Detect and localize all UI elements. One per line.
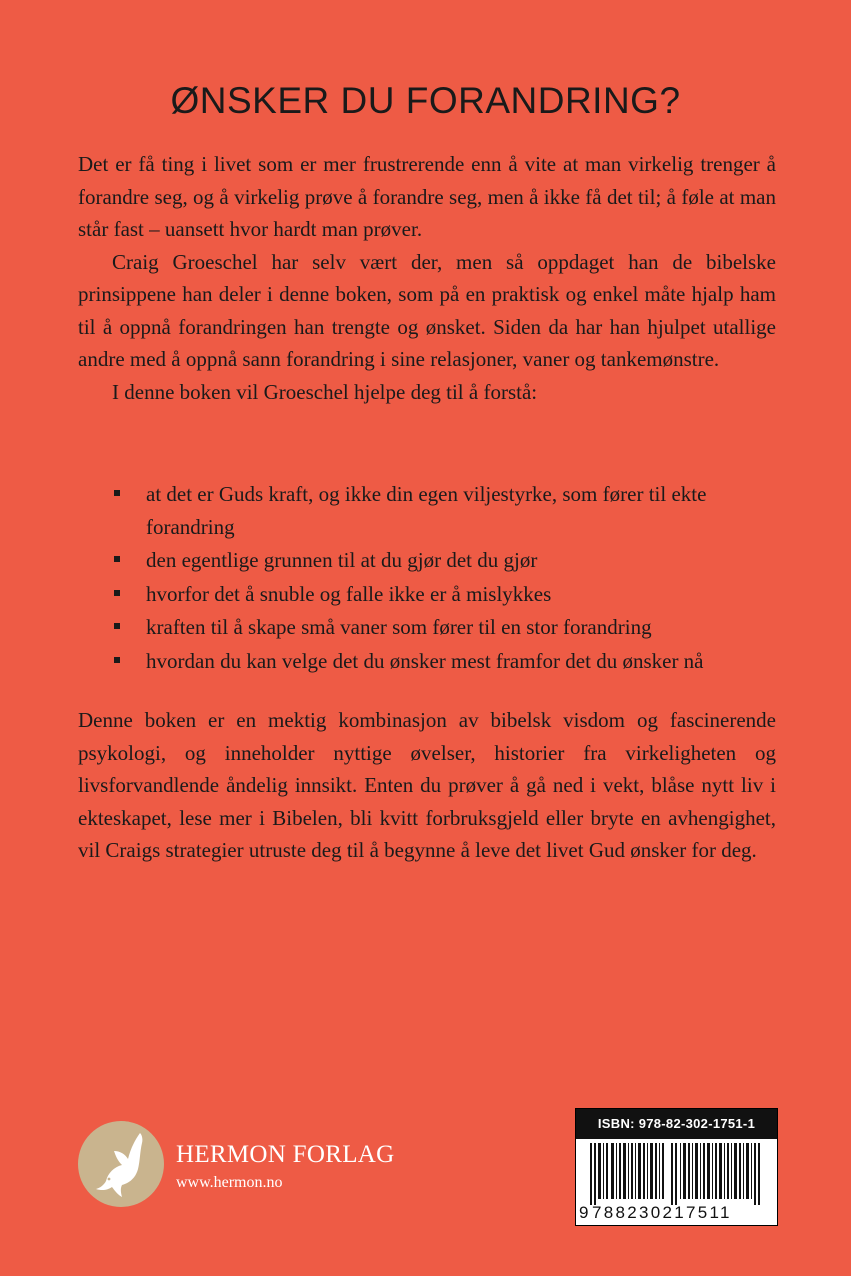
closing-text	[78, 704, 776, 867]
publisher-url: www.hermon.no	[176, 1174, 283, 1191]
paragraph-1: Det er få ting i livet som er mer frustrerende enn å vite at man virkelig trenger å forandre seg, og å virkelig prøve å forandre seg, men å ikke få det til; å føle at man står fast – uansett hvor hardt man prøver.	[78, 152, 776, 241]
paragraph-4: Denne boken er en mektig kombinasjon av bibelsk visdom og fascinerende psykologi, og inneholder nyttige øvelser, historier fra virkeligheten og livsforvandlende åndelig innsikt. Enten du prøver å gå ned i vekt, blåse nytt liv i ekteskapet, lese mer i Bibelen, bli kvitt forbruksgjeld eller bryte en avhengighet, vil Craigs strategier utruste deg til å begynne å leve det livet Gud ønsker for deg.	[78, 708, 776, 862]
isbn-label: ISBN: 978-82-302-1751-1	[576, 1109, 777, 1139]
paragraph-2: Craig Groeschel har selv vært der, men så oppdaget han de bibelske prinsippene han deler i denne boken, som på en praktisk og enkel måte hjalp ham til å oppnå forandringen han trengte og ønsket. Siden da har han hjulpet utallige andre med å oppnå sann forandring i sine relasjoner, vaner og tankemønstre.	[78, 249, 776, 371]
bullet-icon	[114, 556, 120, 562]
benefit-list	[110, 478, 790, 678]
dove-icon	[78, 1121, 164, 1207]
bullet-icon	[114, 590, 120, 596]
bullet-icon	[114, 623, 120, 629]
publisher-logo	[78, 1121, 398, 1211]
bullet-icon	[114, 490, 120, 496]
barcode-icon	[576, 1139, 777, 1205]
isbn-barcode	[575, 1108, 778, 1226]
barcode-first-digit: 9	[579, 1203, 589, 1222]
list-item: kraften til å skape små vaner som fører til en stor forandring	[110, 611, 790, 644]
list-item: den egentlige grunnen til at du gjør det du gjør	[110, 544, 790, 577]
list-item: hvordan du kan velge det du ønsker mest framfor det du ønsker nå	[110, 645, 790, 678]
barcode-digits: 788230217511	[592, 1203, 732, 1222]
page-title: ØNSKER DU FORANDRING?	[170, 80, 681, 121]
logo-badge	[78, 1121, 164, 1207]
paragraph-3: I denne boken vil Groeschel hjelpe deg til å forstå:	[112, 379, 538, 404]
list-item: at det er Guds kraft, og ikke din egen viljestyrke, som fører til ekte forandring	[110, 478, 790, 543]
intro-text	[78, 148, 776, 408]
bullet-icon	[114, 657, 120, 663]
publisher-name: HERMON FORLAG	[176, 1141, 395, 1168]
list-item: hvorfor det å snuble og falle ikke er å mislykkes	[110, 578, 790, 611]
